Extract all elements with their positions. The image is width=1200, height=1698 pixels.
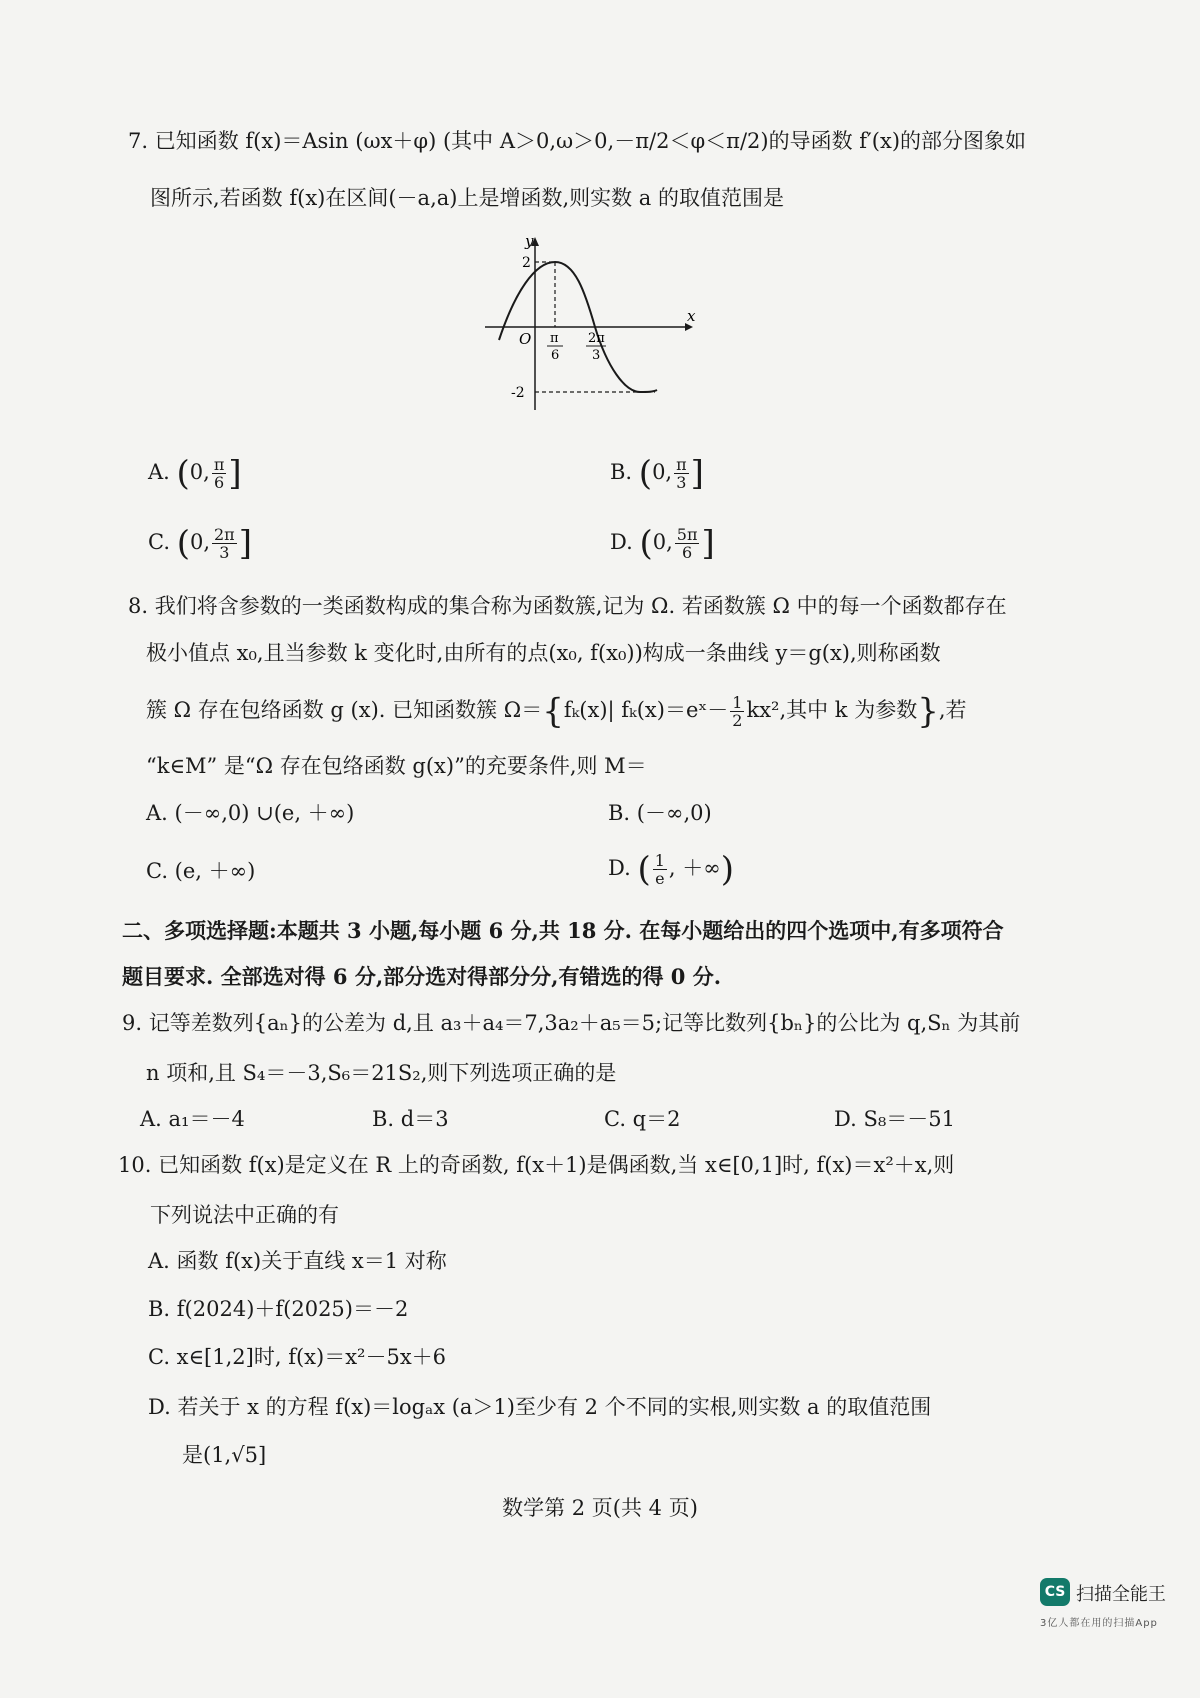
graph-origin-label: O xyxy=(519,330,532,348)
q8-line3: 簇 Ω 存在包络函数 g (x). 已知函数簇 Ω＝{fₖ(x)| fₖ(x)＝eˣ－ $\frac{1}{2}$ kx²,其中 k 为参数},若 xyxy=(146,691,967,732)
q10-option-b: B. f(2024)＋f(2025)＝－2 xyxy=(148,1297,409,1321)
q9-line2: n 项和,且 S₄＝－3,S₆＝21S₂,则下列选项正确的是 xyxy=(146,1061,617,1085)
q10-option-a: A. 函数 f(x)关于直线 x＝1 对称 xyxy=(148,1249,447,1273)
q9-option-a: A. a₁＝－4 xyxy=(140,1107,245,1131)
graph-y-top-label: 2 xyxy=(522,255,531,271)
scanner-tagline: 3亿人都在用的扫描App xyxy=(1040,1618,1158,1629)
graph-tick2-den: 3 xyxy=(592,348,601,363)
q9-option-d: D. S₈＝－51 xyxy=(834,1107,955,1131)
graph-tick1-num: π xyxy=(550,331,559,346)
q8-line4: “k∈M” 是“Ω 存在包络函数 g(x)”的充要条件,则 M＝ xyxy=(146,754,647,778)
section2-heading-line2: 题目要求. 全部选对得 6 分,部分选对得部分分,有错选的得 0 分. xyxy=(122,964,722,989)
q7-line2: 图所示,若函数 f(x)在区间(－a,a)上是增函数,则实数 a 的取值范围是 xyxy=(150,186,784,210)
scanner-logo-icon: CS xyxy=(1040,1578,1070,1606)
q7-derivative-graph xyxy=(475,232,700,417)
graph-tick1-den: 6 xyxy=(551,348,560,363)
section2-heading-line1: 二、多项选择题:本题共 3 小题,每小题 6 分,共 18 分. 在每小题给出的四个选项中,有多项符合 xyxy=(122,918,1004,943)
graph-x-label: x xyxy=(687,307,696,325)
q9-option-c: C. q＝2 xyxy=(604,1107,681,1131)
scanner-app-name: 扫描全能王 xyxy=(1076,1584,1166,1605)
page-footer: 数学第 2 页(共 4 页) xyxy=(502,1496,698,1520)
q9-option-b: B. d＝3 xyxy=(372,1107,449,1131)
q7-option-a: A. (0, $\frac{\pi}{6}$ ] xyxy=(148,453,242,494)
q10-line1: 10. 已知函数 f(x)是定义在 R 上的奇函数, f(x＋1)是偶函数,当 x∈[0,1]时, f(x)＝x²＋x,则 xyxy=(118,1153,955,1177)
q8-option-d: D. ( $\frac{1}{e}$ , ＋∞) xyxy=(608,849,735,890)
q8-line1: 8. 我们将含参数的一类函数构成的集合称为函数簇,记为 Ω. 若函数簇 Ω 中的每一个函数都存在 xyxy=(128,594,1007,618)
q8-option-a: A. (－∞,0) ∪(e, ＋∞) xyxy=(146,801,355,825)
q10-option-d-line2: 是(1,√5] xyxy=(182,1443,267,1467)
q8-option-c: C. (e, ＋∞) xyxy=(146,859,256,883)
q7-option-c: C. (0, $\frac{2\pi}{3}$ ] xyxy=(148,523,252,564)
scanner-watermark xyxy=(1040,1578,1180,1638)
q8-option-b: B. (－∞,0) xyxy=(608,801,712,825)
graph-y-bottom-label: -2 xyxy=(511,385,525,401)
q7-option-d: D. (0, $\frac{5\pi}{6}$ ] xyxy=(610,523,715,564)
q10-option-d-line1: D. 若关于 x 的方程 f(x)＝logₐx (a＞1)至少有 2 个不同的实根,则实数 a 的取值范围 xyxy=(148,1395,932,1419)
q7-option-b: B. (0, $\frac{\pi}{3}$ ] xyxy=(610,453,704,494)
q10-line2: 下列说法中正确的有 xyxy=(150,1203,339,1227)
q10-option-c: C. x∈[1,2]时, f(x)＝x²－5x＋6 xyxy=(148,1345,447,1369)
q9-line1: 9. 记等差数列{aₙ}的公差为 d,且 a₃＋a₄＝7,3a₂＋a₅＝5;记等比数列{bₙ}的公比为 q,Sₙ 为其前 xyxy=(122,1011,1021,1035)
graph-tick2-num: 2π xyxy=(588,331,605,346)
graph-y-label: y xyxy=(525,232,534,250)
q7-line1: 7. 已知函数 f(x)＝Asin (ωx＋φ) (其中 A＞0,ω＞0,－π/2＜φ＜π/2)的导函数 f′(x)的部分图象如 xyxy=(128,129,1027,153)
q8-line2: 极小值点 x₀,且当参数 k 变化时,由所有的点(x₀, f(x₀))构成一条曲线 y＝g(x),则称函数 xyxy=(146,641,941,665)
